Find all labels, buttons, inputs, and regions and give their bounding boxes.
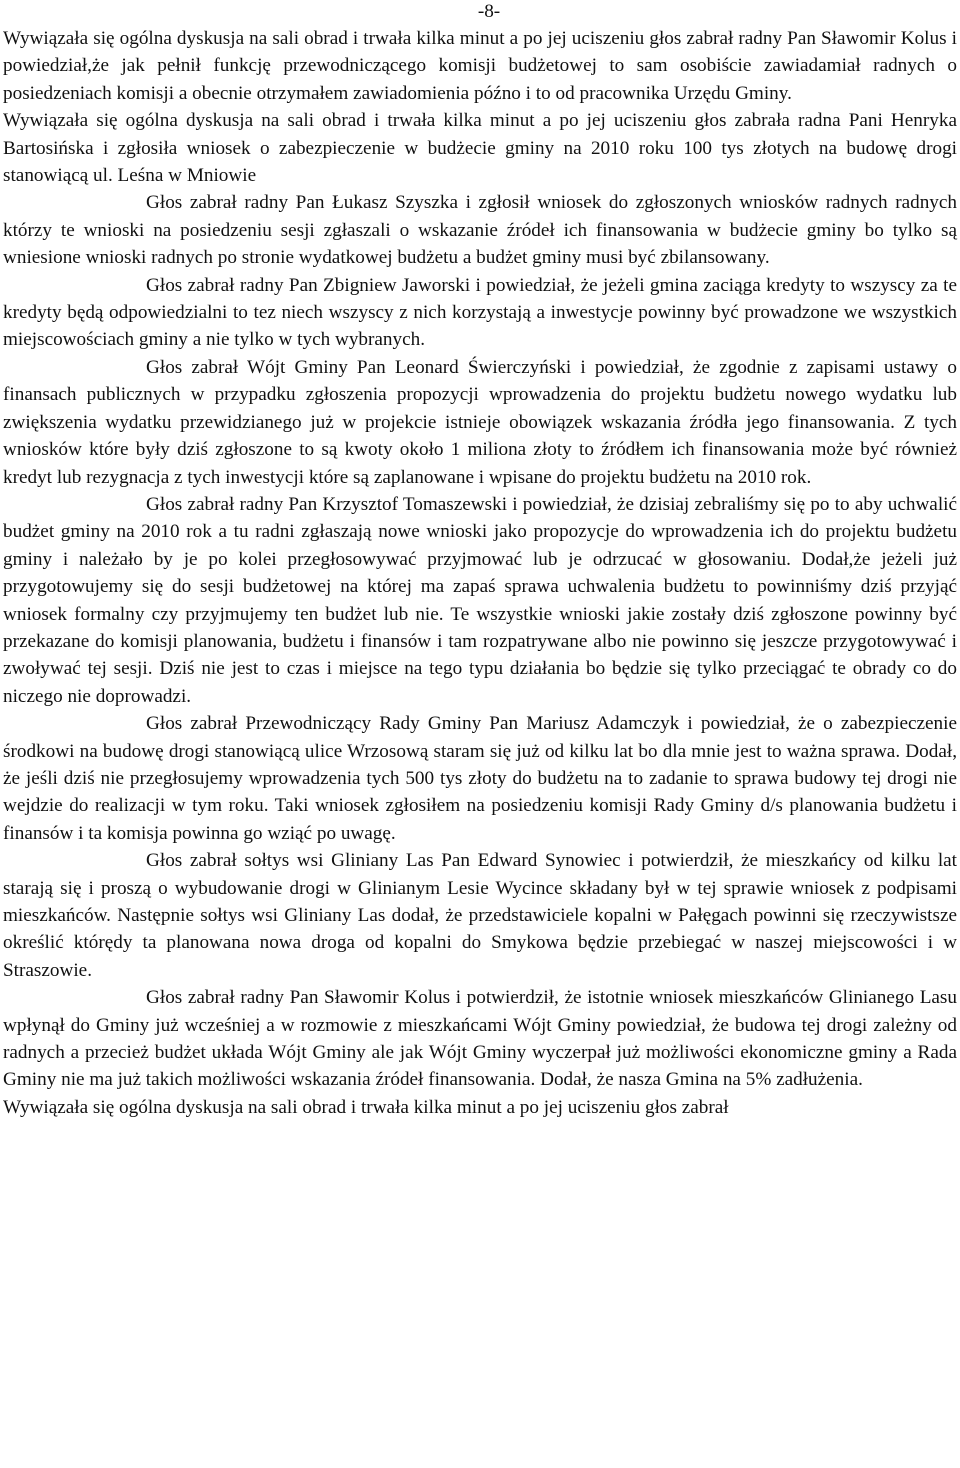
paragraph-7: Głos zabrał Przewodniczący Rady Gminy Pan Mariusz Adamczyk i powiedział, że o zabezpieczenie środkowi na budowę drogi stanowiącą ulice Wrzosową staram się już od kilku lat bo dla mnie jest to ważna sprawa. Dodał, że jeśli dziś nie przegłosujemy wprowadzenia tych 500 tys złoty do budżetu na to zadanie to sprawa budowy tej drogi nie wejdzie do realizacji w tym roku. Taki wniosek zgłosiłem na posiedzeniu komisji Rady Gminy d/s planowania budżetu i finansów i ta komisja powinna go wziąć po uwagę. — [3, 713, 957, 844]
paragraph-9: Głos zabrał radny Pan Sławomir Kolus i potwierdził, że istotnie wniosek mieszkańców Glinianego Lasu wpłynął do Gminy już wcześniej a w rozmowie z mieszkańcami Wójt Gminy powiedział, że budowa tej drogi zależny od radnych a przecież budżet układa Wójt Gminy ale jak Wójt Gminy wyczerpał już możliwości ekonomiczne gminy a Rada Gminy nie ma już takich możliwości wskazania źródeł finansowania. Dodał, że nasza Gmina na 5% zadłużenia. — [3, 987, 957, 1091]
paragraph-3: Głos zabrał radny Pan Łukasz Szyszka i zgłosił wniosek do zgłoszonych wniosków radnych radnych którzy te wnioski na posiedzeniu sesji zgłaszali o wskazanie źródeł ich finansowania w budżecie gminy bo tylko są wniesione wnioski radnych po stronie wydatkowej budżetu a budżet gminy musi być zbilansowany. — [3, 192, 957, 269]
paragraph-8: Głos zabrał sołtys wsi Gliniany Las Pan Edward Synowiec i potwierdził, że mieszkańcy od kilku lat starają się i proszą o wybudowanie drogi w Glinianym Lesie Wycince składany był w tej sprawie wniosek z podpisami mieszkańców. Następnie sołtys wsi Gliniany Las dodał, że przedstawiciele kopalni w Pałęgach powinni się rzeczywistsze określić którędy ta planowana nowa droga od kopalni do Smykowa będzie przebiegać w naszej miejscowości i w Straszowie. — [3, 850, 957, 981]
paragraph-4: Głos zabrał radny Pan Zbigniew Jaworski i powiedział, że jeżeli gmina zaciąga kredyty to wszyscy za te kredyty będą odpowiedzialni to tez niech wszyscy z nich korzystają a inwestycje powinny być prowadzone we wszystkich miejscowościach gminy a nie tylko w tych wybranych. — [3, 274, 957, 351]
paragraph-2: Wywiązała się ogólna dyskusja na sali obrad i trwała kilka minut a po jej uciszeniu głos zabrała radna Pani Henryka Bartosińska i zgłosiła wniosek o zabezpieczenie w budżecie gminy na 2010 roku 100 tys złotych na budowę drogi stanowiącą ul. Leśna w Mniowie — [3, 110, 957, 187]
document-page — [3, 0, 957, 1121]
page-number: -8- — [477, 1, 501, 22]
paragraph-5: Głos zabrał Wójt Gminy Pan Leonard Świerczyński i powiedział, że zgodnie z zapisami ustawy o finansach publicznych w przypadku zgłoszenia propozycji wprowadzenia do projektu budżetu nowego wydatku lub zwiększenia wydatku przewidzianego już w projekcie istnieje obowiązek wskazania źródła jego finansowania. Z tych wniosków które były dziś zgłoszone to są kwoty około 1 miliona złoty to źródłem ich finansowania może być również kredyt lub rezygnacja z tych inwestycji które są zaplanowane i wpisane do projektu budżetu na 2010 rok. — [3, 356, 957, 488]
paragraph-10: Wywiązała się ogólna dyskusja na sali obrad i trwała kilka minut a po jej uciszeniu głos zabrał — [3, 1096, 729, 1118]
paragraph-1: Wywiązała się ogólna dyskusja na sali obrad i trwała kilka minut a po jej uciszeniu głos zabrał radny Pan Sławomir Kolus i powiedział,że jak pełnił funkcję przewodniczącego komisji budżetowej to sam osobiście zawiadamiał radnych o posiedzeniach komisji a obecnie otrzymałem zawiadomienia późno i to od pracownika Urzędu Gminy. — [3, 28, 957, 104]
paragraph-6: Głos zabrał radny Pan Krzysztof Tomaszewski i powiedział, że dzisiaj zebraliśmy się po to aby uchwalić budżet gminy na 2010 rok a tu radni zgłaszają nowe wnioski jako propozycje do wprowadzenia ich do projektu budżetu gminy i należało by je po kolei przegłosowywać przyjmować lub je odrzucać w głosowaniu. Dodał,że jeżeli już przygotowujemy się do sesji budżetowej na której ma zapaś sprawa uchwalenia budżetu to powinniśmy dziś przyjąć wniosek formalny czy przyjmujemy ten budżet lub nie. Te wszystkie wnioski jakie zostały dziś zgłoszone powinny być przekazane do komisji planowania, budżetu i finansów i tam rozpatrywane albo nie powinno się jeszcze przygotowywać i zwoływać tej sesji. Dziś nie jest to czas i miejsce na tego typu działania bo będzie się tylko przeciągać te obrady co do niczego nie doprowadzi. — [3, 493, 957, 707]
